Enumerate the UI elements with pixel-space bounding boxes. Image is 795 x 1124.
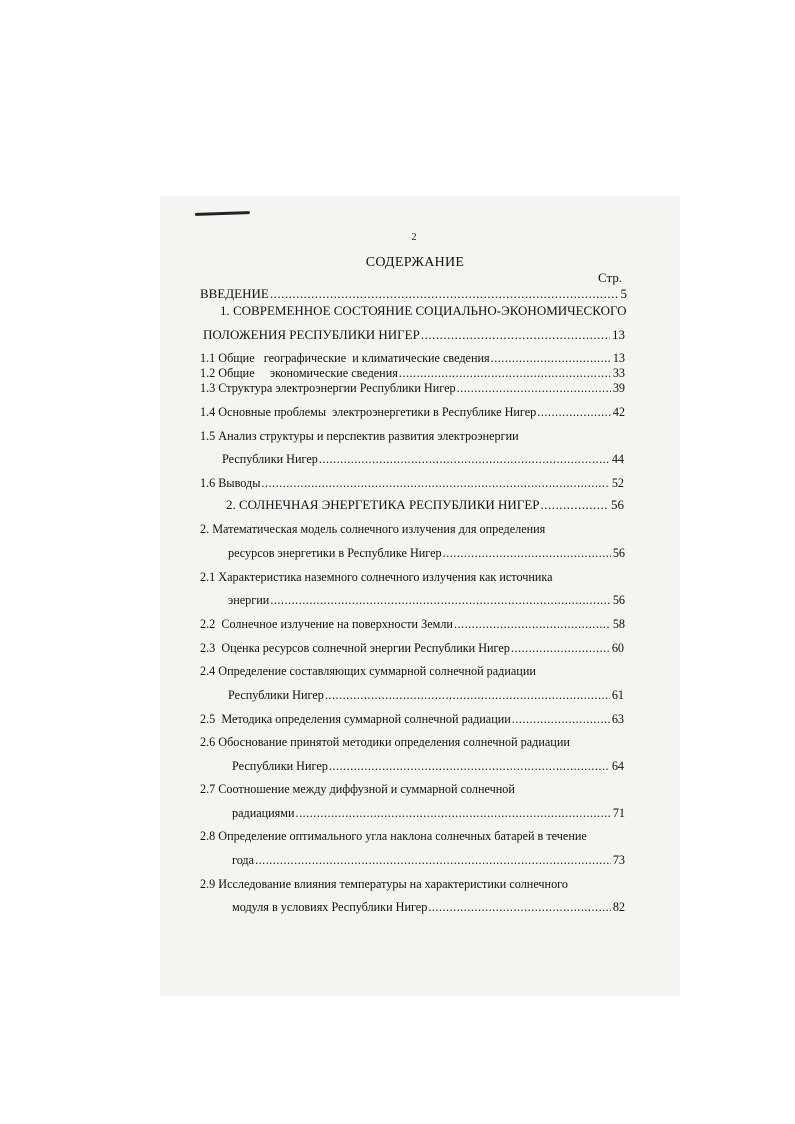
toc-entry-chapter-1[interactable]: ПОЛОЖЕНИЯ РЕСПУБЛИКИ НИГЕР ..... 13: [203, 328, 625, 342]
toc-entry-2-7[interactable]: радиациями ..... 71: [232, 806, 625, 820]
toc-entry-2-1[interactable]: энергии ..... 56: [228, 593, 625, 607]
page-title: СОДЕРЖАНИЕ: [365, 255, 465, 270]
toc-entry-2-9[interactable]: модуля в условиях Республики Нигер ..... 82: [232, 900, 625, 914]
toc-entry-2-3[interactable]: 2.3 Оценка ресурсов солнечной энергии Республики Нигер ..... 60: [200, 641, 624, 655]
toc-entry-2-8-line1: 2.8 Определение оптимального угла наклона солнечных батарей в течение: [200, 829, 587, 843]
toc-entry-1-5-line1: 1.5 Анализ структуры и перспектив развития электроэнергии: [200, 429, 519, 443]
toc-entry-2-2[interactable]: 2.2 Солнечное излучение на поверхности Земли ..... 58: [200, 617, 625, 631]
toc-entry-2-4[interactable]: Республики Нигер ..... 61: [228, 688, 624, 702]
toc-entry-1-4[interactable]: 1.4 Основные проблемы электроэнергетики в Республике Нигер ..... 42: [200, 405, 625, 419]
toc-entry-2-line1: 2. Математическая модель солнечного излучения для определения: [200, 522, 546, 536]
toc-entry-2-7-line1: 2.7 Соотношение между диффузной и суммарной солнечной: [200, 782, 515, 796]
toc-entry-2-9-line1: 2.9 Исследование влияния температуры на характеристики солнечного: [200, 877, 568, 891]
toc-entry-2-8[interactable]: года ..... 73: [232, 853, 625, 867]
toc-entry-2[interactable]: ресурсов энергетики в Республике Нигер ..... 56: [228, 546, 625, 560]
toc-chapter-1-heading: 1. СОВРЕМЕННОЕ СОСТОЯНИЕ СОЦИАЛЬНО-ЭКОНОМИЧЕСКОГО: [220, 303, 627, 318]
toc-entry-2-1-line1: 2.1 Характеристика наземного солнечного излучения как источника: [200, 570, 553, 584]
toc-entry-chapter-2[interactable]: 2. СОЛНЕЧНАЯ ЭНЕРГЕТИКА РЕСПУБЛИКИ НИГЕР ..... 56: [226, 498, 624, 512]
toc-entry-2-4-line1: 2.4 Определение составляющих суммарной солнечной радиации: [200, 664, 536, 678]
toc-entry-1-1[interactable]: 1.1 Общие географические и климатические сведения ..... 13: [200, 351, 625, 365]
toc-entry-1-5[interactable]: Республики Нигер ..... 44: [222, 452, 624, 466]
toc-entry-2-5[interactable]: 2.5 Методика определения суммарной солнечной радиации ..... 63: [200, 712, 624, 726]
toc-entry-introduction[interactable]: ВВЕДЕНИЕ ..... 5: [200, 287, 627, 301]
page-column-label: Стр.: [598, 270, 623, 285]
toc-entry-1-3[interactable]: 1.3 Структура электроэнергии Республики Нигер ..... 39: [200, 381, 625, 395]
toc-entry-2-6-line1: 2.6 Обоснование принятой методики определения солнечной радиации: [200, 735, 570, 749]
toc-entry-1-6[interactable]: 1.6 Выводы ..... 52: [200, 476, 624, 490]
toc-entry-2-6[interactable]: Республики Нигер ..... 64: [232, 759, 624, 773]
page-number: 2: [411, 232, 417, 243]
toc-entry-1-2[interactable]: 1.2 Общие экономические сведения ..... 33: [200, 366, 625, 380]
